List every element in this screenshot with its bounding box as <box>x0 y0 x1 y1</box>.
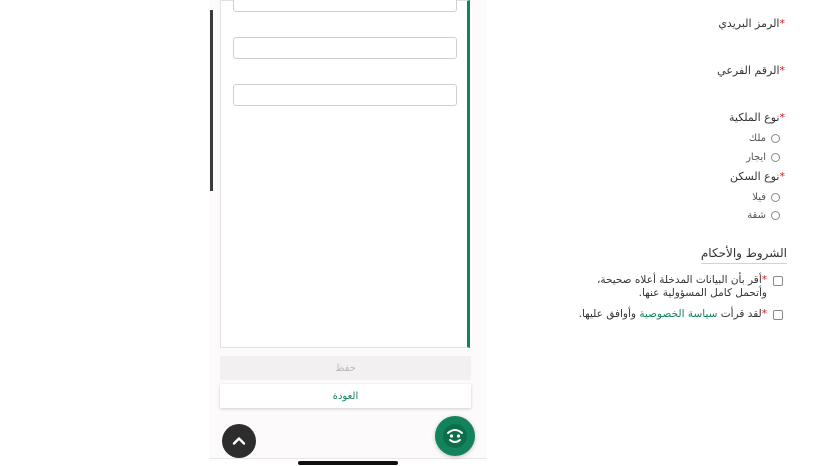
terms-section-title: الشروط والأحكام <box>701 246 787 264</box>
back-button[interactable]: العودة <box>220 384 471 408</box>
privacy-agreement <box>579 308 783 321</box>
accuracy-text: *أقر بأن البيانات المدخلة أعلاه صحيحة، وأتحمل كامل المسؤولية عنها. <box>596 274 767 299</box>
radio-button[interactable] <box>771 153 780 162</box>
save-button[interactable]: حفظ <box>220 356 471 380</box>
postal-code-label: *الرمز البريدي <box>718 17 785 30</box>
previous-field-input[interactable] <box>233 0 457 12</box>
radio-button[interactable] <box>771 134 780 143</box>
ownership-option-rent[interactable]: ايجار <box>746 150 780 164</box>
home-indicator <box>298 461 398 465</box>
privacy-policy-link[interactable]: سياسة الخصوصية <box>639 308 718 320</box>
radio-button[interactable] <box>771 193 780 202</box>
sub-number-label: *الرقم الفرعي <box>717 64 785 77</box>
chat-support-button[interactable] <box>435 416 475 456</box>
sub-number-input[interactable] <box>233 84 457 106</box>
privacy-text: *لقد قرأت سياسة الخصوصية وأوافق عليها. <box>578 308 767 320</box>
chat-bot-icon <box>440 421 470 451</box>
ownership-option-owned[interactable]: ملك <box>749 131 780 145</box>
chevron-up-icon <box>231 433 247 449</box>
accuracy-declaration <box>597 274 783 300</box>
housing-type-label: *نوع السكن <box>730 170 785 183</box>
housing-option-villa[interactable]: فيلا <box>752 190 780 204</box>
scroll-to-top-button[interactable] <box>222 424 256 458</box>
postal-code-input[interactable] <box>233 37 457 59</box>
housing-option-apartment[interactable]: شقة <box>747 208 780 222</box>
accuracy-checkbox[interactable] <box>773 276 783 286</box>
privacy-checkbox[interactable] <box>773 310 783 320</box>
ownership-type-label: *نوع الملكية <box>728 111 785 124</box>
radio-button[interactable] <box>771 211 780 220</box>
scroll-indicator[interactable] <box>210 10 213 191</box>
